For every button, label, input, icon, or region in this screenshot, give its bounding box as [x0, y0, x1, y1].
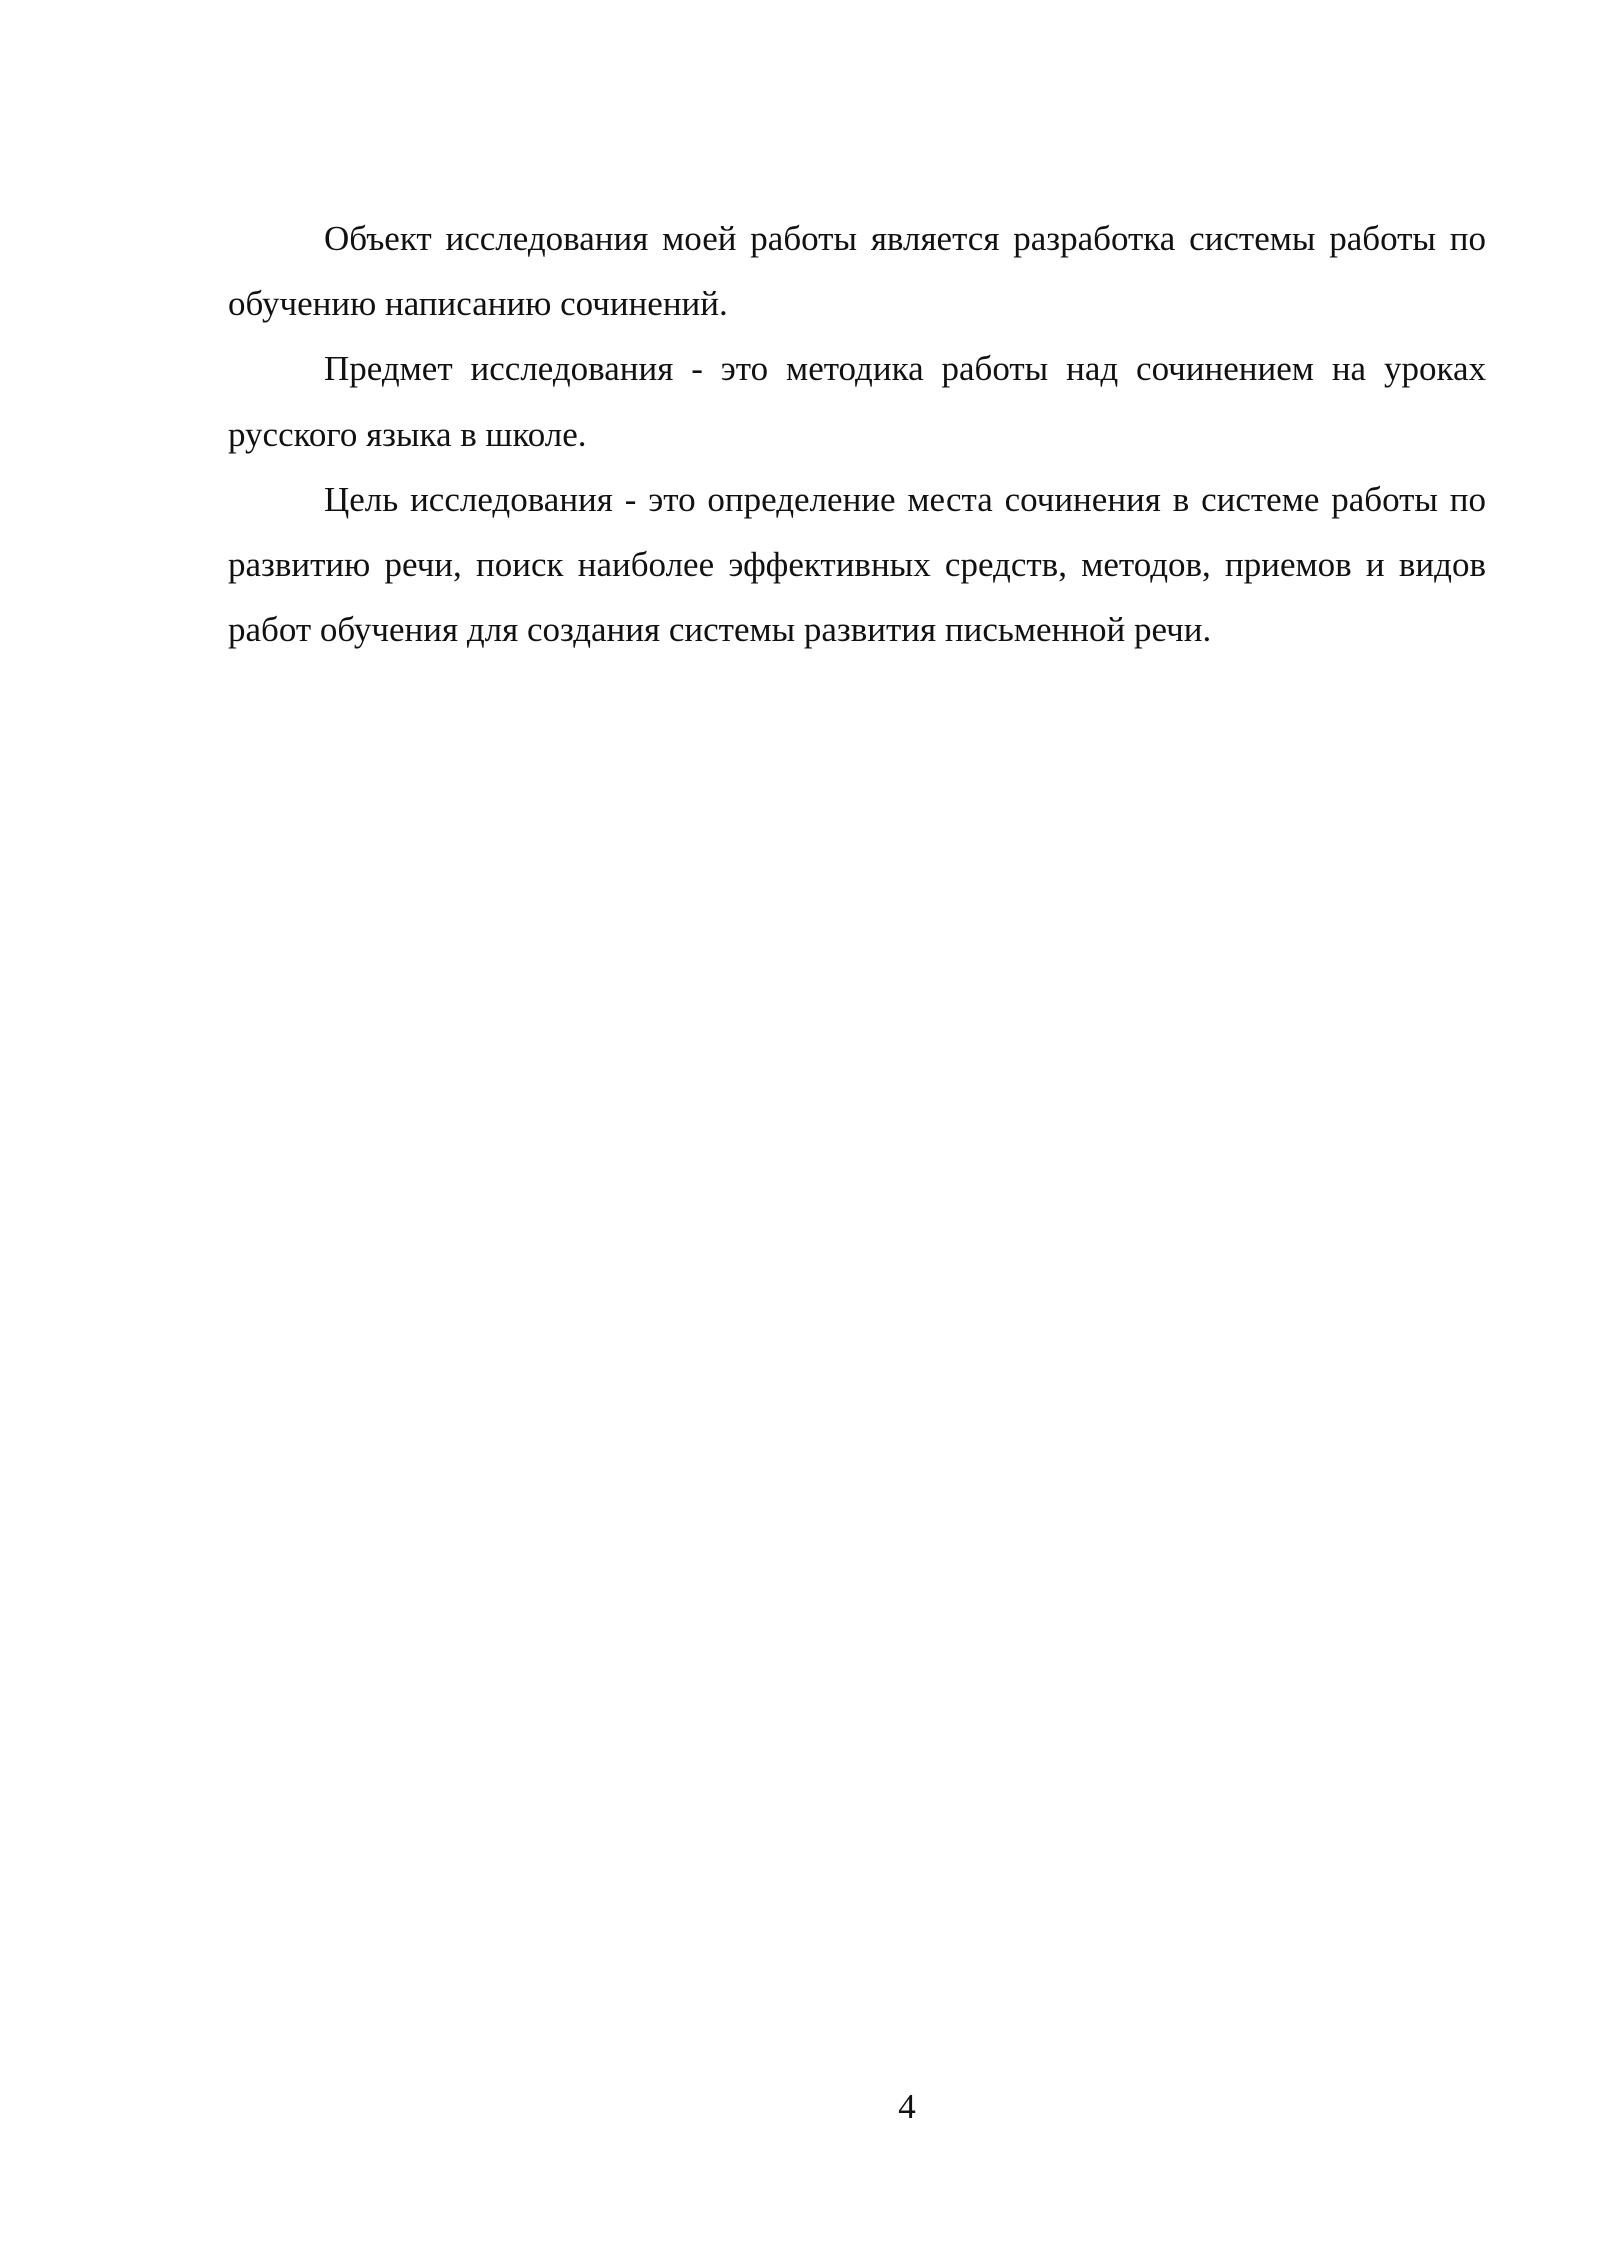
page-number-footer [0, 2082, 1600, 2132]
paragraph-research-goal: Цель исследования - это определение места сочинения в системе работы по развитию речи, поиск наиболее эффективных средств, методов, приемов и видов работ обучения для создания системы развития письменной речи. [228, 479, 1486, 650]
paragraph-research-subject: Предмет исследования - это методика работы над сочинением на уроках русского языка в школе. [228, 349, 1486, 454]
page-number: 4 [898, 2087, 916, 2126]
paragraph-research-object: Объект исследования моей работы является разработка системы работы по обучению написанию сочинений. [228, 219, 1486, 324]
body-text [228, 206, 1486, 662]
